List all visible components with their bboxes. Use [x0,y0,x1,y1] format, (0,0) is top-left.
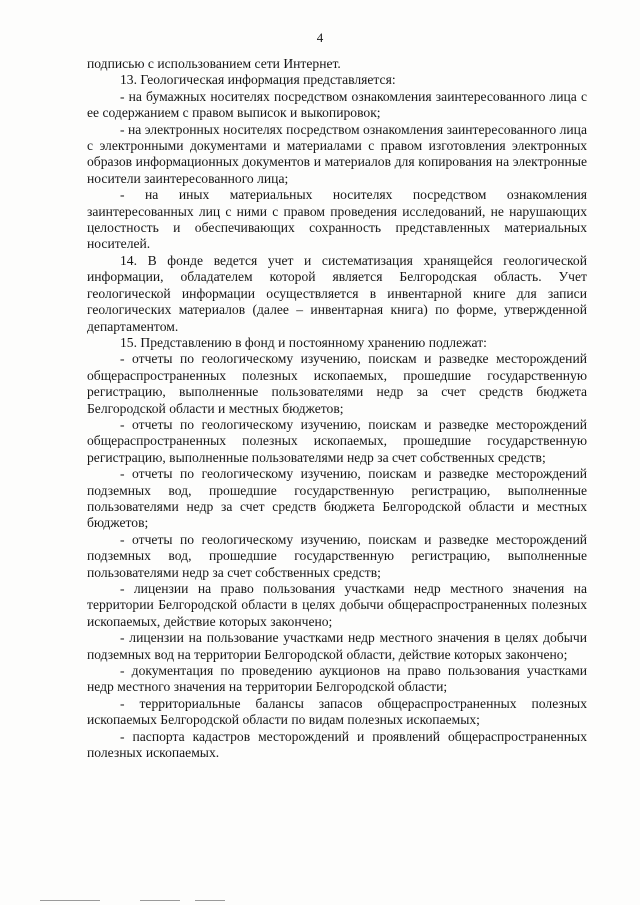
list-item: - отчеты по геологическому изучению, поискам и разведке месторождений общераспространенных полезных ископаемых, прошедшие государственную регистрацию, выполненные пользователями недр за счет собственных средств; [87,416,587,465]
paragraph-section-15-heading: 15. Представлению в фонд и постоянному хранению подлежат: [120,334,487,350]
list-item: - на бумажных носителях посредством ознакомления заинтересованного лица с ее содержанием с правом выписок и выкопировок; [87,88,587,121]
list-item: - на иных материальных носителях посредством ознакомления заинтересованных лиц с ними с правом проведения исследований, не нарушающих целостность и обеспечивающих сохранность представленных материальных носителей. [87,187,587,252]
scan-artifact-line [140,900,180,901]
scan-artifact-line [40,900,100,901]
list-item: - отчеты по геологическому изучению, поискам и разведке месторождений подземных вод, прошедшие государственную регистрацию, выполненные пользователями недр за счет собственных средств; [87,531,587,580]
paragraph-section-14: 14. В фонде ведется учет и систематизация хранящейся геологической информации, обладателем которой является Белгородская область. Учет геологической информации осуществляется в инвентарной книге для записи геологических материалов (далее – инвентарная книга) по форме, утвержденной департаментом. [87,252,587,334]
list-item: - на электронных носителях посредством ознакомления заинтересованного лица с электронными документами и материалами с правом изготовления электронных образов информационных документов и материалов для копирования на электронные носители заинтересованного лица; [87,121,587,186]
scan-artifact-line [195,900,225,901]
list-item: - территориальные балансы запасов общераспространенных полезных ископаемых Белгородской области по видам полезных ископаемых; [87,695,587,728]
page-number: 4 [316,30,324,45]
paragraph-section-13-heading: 13. Геологическая информация представляется: [120,72,396,88]
list-item: - отчеты по геологическому изучению, поискам и разведке месторождений подземных вод, прошедшие государственную регистрацию, выполненные пользователями недр за счет средств бюджета Белгородской области и местных бюджетов; [87,466,587,531]
list-item: - паспорта кадастров месторождений и проявлений общераспространенных полезных ископаемых. [87,728,587,761]
document-body [87,56,587,761]
list-item: - документация по проведению аукционов на право пользования участками недр местного значения на территории Белгородской области; [87,663,587,695]
paragraph: подписью с использованием сети Интернет. [87,56,341,71]
list-item: - отчеты по геологическому изучению, поискам и разведке месторождений общераспространенных полезных ископаемых, прошедшие государственную регистрацию, выполненные пользователями недр за счет средств бюджета Белгородской области и местных бюджетов; [87,351,587,416]
list-item: - лицензии на пользование участками недр местного значения в целях добычи подземных вод на территории Белгородской области, действие которых закончено; [87,630,587,662]
list-item: - лицензии на право пользования участками недр местного значения на территории Белгородской области в целях добычи общераспространенных полезных ископаемых, действие которых закончено; [87,581,587,629]
